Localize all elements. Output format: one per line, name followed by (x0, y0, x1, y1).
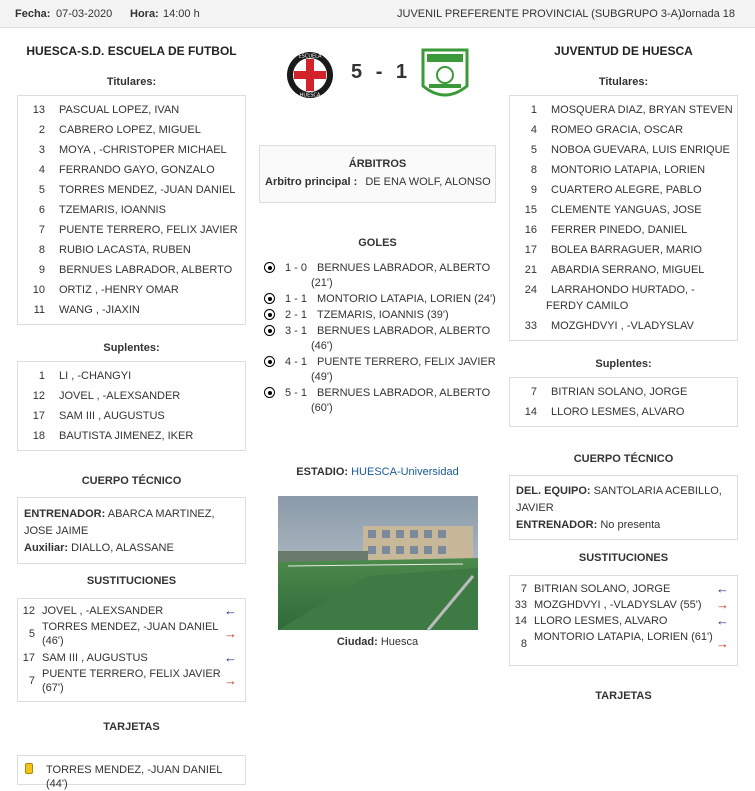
sub-number: 33 (514, 599, 527, 611)
estadio-link[interactable]: HUESCA-Universidad (351, 466, 459, 478)
home-tarjetas-list (17, 755, 246, 790)
player-number: 10 (32, 284, 45, 296)
soccer-ball-icon (264, 387, 275, 398)
goal-row (259, 354, 496, 385)
home-tarjetas-title: TARJETAS (103, 721, 160, 733)
player-name[interactable]: MOYA , -CHRISTOPER MICHAEL (59, 144, 227, 156)
sub-player-name[interactable]: LLORO LESMES, ALVARO (534, 615, 668, 627)
home-sub-row (18, 666, 245, 697)
soccer-ball-icon (264, 293, 275, 304)
goles-title: GOLES (358, 237, 397, 249)
player-name[interactable]: LI , -CHANGYI (59, 370, 132, 382)
player-number: 8 (38, 244, 45, 256)
sub-player-name[interactable]: TORRES MENDEZ, -JUAN DANIEL (46') (42, 621, 219, 647)
sub-out-arrow-icon: → (224, 673, 237, 688)
away-sub-row (510, 629, 737, 660)
goal-minute: (60') (311, 402, 333, 414)
away-team-name: JUVENTUD DE HUESCA (554, 44, 693, 58)
player-number: 2 (38, 124, 45, 136)
player-number: 13 (32, 104, 45, 116)
sub-in-arrow-icon: ← (716, 613, 729, 628)
player-name[interactable]: RUBIO LACASTA, RUBEN (59, 244, 191, 256)
player-name[interactable]: TORRES MENDEZ, -JUAN DANIEL (59, 184, 236, 196)
hora-label: Hora: (130, 8, 159, 20)
home-player-row (18, 220, 245, 240)
soccer-ball-icon (264, 325, 275, 336)
goal-scorer[interactable]: BERNUES LABRADOR, ALBERTO (317, 262, 491, 274)
home-logo-text-top: ESCUELA (298, 53, 322, 60)
home-player-row (18, 280, 245, 300)
player-number: 33 (524, 320, 537, 332)
away-sub-row (510, 613, 737, 629)
home-sub-row (18, 650, 245, 666)
ciudad-value: Huesca (380, 636, 419, 648)
away-player-row (510, 180, 737, 200)
player-number: 11 (33, 304, 45, 316)
home-player-row (18, 260, 245, 280)
player-name[interactable]: CABRERO LOPEZ, MIGUEL (59, 124, 201, 136)
sub-number: 14 (514, 615, 527, 627)
fecha-label: Fecha: (15, 8, 51, 20)
player-number: 5 (530, 144, 537, 156)
away-delegado (516, 483, 731, 517)
goal-score: 5 - 1 (285, 387, 308, 399)
player-name[interactable]: BAUTISTA JIMENEZ, IKER (59, 430, 194, 442)
player-name[interactable]: WANG , -JIAXIN (59, 304, 140, 316)
away-entrenador-label: ENTRENADOR: (516, 519, 598, 531)
competition-name: JUVENIL PREFERENTE PROVINCIAL (SUBGRUPO 3-A) (397, 8, 682, 20)
away-titulares-list (509, 95, 738, 341)
score (351, 61, 407, 84)
goal-scorer[interactable]: MONTORIO LATAPIA, LORIEN (24') (317, 293, 496, 305)
away-sust-title: SUSTITUCIONES (578, 552, 669, 564)
card-player-name[interactable]: TORRES MENDEZ, -JUAN DANIEL (44') (46, 764, 223, 790)
home-team-name: HUESCA-S.D. ESCUELA DE FUTBOL (26, 44, 237, 58)
player-number: 4 (38, 164, 45, 176)
player-number: 15 (524, 204, 537, 216)
sub-player-name[interactable]: PUENTE TERRERO, FELIX JAVIER (67') (42, 668, 221, 694)
goal-minute: (46') (311, 340, 333, 352)
goal-row (259, 307, 496, 323)
goal-row (259, 323, 496, 354)
arbitro-principal-label: Arbitro principal : (265, 176, 358, 188)
home-suplentes-list (17, 361, 246, 451)
home-player-row (18, 386, 245, 406)
home-player-row (18, 140, 245, 160)
player-name[interactable]: PASCUAL LOPEZ, IVAN (59, 104, 180, 116)
away-player-row (510, 100, 737, 120)
away-player-row (510, 402, 737, 422)
away-team-column (509, 28, 738, 702)
score-separator: - (375, 61, 383, 83)
estadio-label: ESTADIO: (296, 466, 349, 478)
home-entrenador-label: ENTRENADOR: (24, 508, 106, 520)
away-cuerpo-box (509, 475, 738, 540)
sub-number: 7 (28, 675, 35, 687)
player-number: 21 (524, 264, 537, 276)
player-number: 4 (530, 124, 537, 136)
away-titulares-title: Titulares: (598, 76, 649, 88)
player-name[interactable]: BERNUES LABRADOR, ALBERTO (59, 264, 233, 276)
goal-score: 2 - 1 (285, 309, 308, 321)
sub-player-name[interactable]: MOZGHDVYI , -VLADYSLAV (55') (534, 599, 702, 611)
player-name[interactable]: FERRANDO GAYO, GONZALO (59, 164, 215, 176)
away-player-row (510, 160, 737, 180)
goal-score: 1 - 0 (285, 262, 308, 274)
player-name[interactable]: BITRIAN SOLANO, JORGE (551, 386, 688, 398)
player-name[interactable]: ROMEO GRACIA, OSCAR (551, 124, 684, 136)
goal-score: 4 - 1 (285, 356, 308, 368)
goal-row (259, 385, 496, 416)
home-player-row (18, 240, 245, 260)
goal-scorer[interactable]: PUENTE TERRERO, FELIX JAVIER (317, 356, 496, 368)
away-player-row (510, 140, 737, 160)
player-number: 6 (38, 204, 45, 216)
away-entrenador (516, 517, 731, 534)
away-score: 1 (395, 61, 408, 83)
away-sub-row (510, 581, 737, 597)
sub-in-arrow-icon: ← (716, 581, 729, 596)
sub-number: 7 (520, 583, 527, 595)
soccer-ball-icon (264, 309, 275, 320)
soccer-ball-icon (264, 262, 275, 273)
goal-score: 3 - 1 (285, 325, 308, 337)
soccer-ball-icon (264, 356, 275, 367)
player-number: 17 (32, 410, 45, 422)
away-player-row (510, 382, 737, 402)
away-delegado-label: DEL. EQUIPO: (516, 485, 591, 497)
player-name[interactable]: ABARDIA SERRANO, MIGUEL (551, 264, 705, 276)
arbitro-principal-value: DE ENA WOLF, ALONSO (365, 176, 491, 188)
away-team-logo (419, 46, 471, 104)
home-suplentes-title: Suplentes: (103, 342, 160, 354)
player-number: 24 (524, 284, 537, 296)
player-name[interactable]: MONTORIO LATAPIA, LORIEN (551, 164, 706, 176)
home-cuerpo-box (17, 497, 246, 564)
player-number: 9 (38, 264, 45, 276)
player-number: 8 (530, 164, 537, 176)
home-entrenador (24, 506, 239, 540)
estadio-line (259, 466, 496, 478)
player-name[interactable]: PUENTE TERRERO, FELIX JAVIER (59, 224, 238, 236)
goal-scorer[interactable]: BERNUES LABRADOR, ALBERTO (317, 387, 491, 399)
arbitro-principal (260, 176, 495, 188)
player-name[interactable]: FERRER PINEDO, DANIEL (551, 224, 688, 236)
home-titulares-title: Titulares: (106, 76, 157, 88)
player-number: 7 (38, 224, 45, 236)
ciudad-line (259, 636, 496, 648)
goal-minute: (21') (311, 277, 333, 289)
home-sust-title: SUSTITUCIONES (86, 575, 177, 587)
player-number: 3 (38, 144, 45, 156)
home-logo-text-bottom: HUESCA (299, 92, 321, 99)
home-player-row (18, 160, 245, 180)
sub-player-name[interactable]: BITRIAN SOLANO, JORGE (534, 583, 671, 595)
away-cuerpo-title: CUERPO TÉCNICO (573, 453, 674, 465)
home-player-row (18, 100, 245, 120)
home-team-logo (286, 51, 334, 99)
sub-player-name[interactable]: JOVEL , -ALEXSANDER (42, 605, 164, 617)
sub-player-name[interactable]: MONTORIO LATAPIA, LORIEN (61') (534, 631, 713, 643)
player-name[interactable]: LARRAHONDO HURTADO, -FERDY CAMILO (546, 284, 695, 312)
home-player-row (18, 180, 245, 200)
home-player-row (18, 300, 245, 320)
sub-out-arrow-icon: → (224, 626, 237, 641)
home-team-column (17, 28, 246, 790)
fecha-value: 07-03-2020 (56, 8, 113, 20)
sub-number: 8 (520, 638, 527, 650)
away-entrenador-value: No presenta (600, 519, 661, 531)
player-number: 17 (524, 244, 537, 256)
player-name[interactable]: CLEMENTE YANGUAS, JOSE (551, 204, 702, 216)
away-player-row (510, 240, 737, 260)
goal-scorer[interactable]: TZEMARIS, IOANNIS (39') (317, 309, 449, 321)
home-player-row (18, 366, 245, 386)
hora-value: 14:00 h (163, 8, 200, 20)
goal-scorer[interactable]: BERNUES LABRADOR, ALBERTO (317, 325, 491, 337)
sub-out-arrow-icon: → (716, 597, 729, 612)
away-player-row (510, 260, 737, 280)
goal-row (259, 291, 496, 307)
away-player-row (510, 316, 737, 336)
goal-row (259, 260, 496, 291)
player-name[interactable]: MOZGHDVYI , -VLADYSLAV (551, 320, 694, 332)
away-sub-row (510, 597, 737, 613)
player-name[interactable]: BOLEA BARRAGUER, MARIO (551, 244, 702, 256)
sub-player-name[interactable]: SAM III , AUGUSTUS (42, 652, 148, 664)
goal-minute: (49') (311, 371, 333, 383)
player-number: 1 (530, 104, 537, 116)
away-tarjetas-title: TARJETAS (595, 690, 652, 702)
match-info-bar (0, 0, 755, 28)
jornada: Jornada 18 (680, 8, 736, 20)
home-sust-list (17, 598, 246, 702)
home-sub-row (18, 619, 245, 650)
away-player-row (510, 200, 737, 220)
arbitros-title: ÁRBITROS (348, 158, 407, 170)
player-name[interactable]: NOBOA GUEVARA, LUIS ENRIQUE (551, 144, 730, 156)
player-name[interactable]: LLORO LESMES, ALVARO (551, 406, 685, 418)
player-name[interactable]: SAM III , AUGUSTUS (59, 410, 165, 422)
home-player-row (18, 120, 245, 140)
away-player-row (510, 280, 737, 316)
match-center-column (259, 28, 496, 648)
player-number: 9 (530, 184, 537, 196)
card-row (18, 762, 245, 790)
sub-number: 12 (22, 605, 35, 617)
player-name[interactable]: MOSQUERA DIAZ, BRYAN STEVEN (551, 104, 733, 116)
home-titulares-list (17, 95, 246, 325)
player-name[interactable]: JOVEL , -ALEXSANDER (59, 390, 181, 402)
player-name[interactable]: CUARTERO ALEGRE, PABLO (551, 184, 702, 196)
sub-number: 17 (22, 652, 35, 664)
player-number: 5 (38, 184, 45, 196)
arbitros-box (259, 145, 496, 203)
stadium-photo (278, 496, 478, 630)
player-number: 7 (530, 386, 537, 398)
away-delegado-value: SANTOLARIA ACEBILLO, JAVIER (516, 485, 722, 514)
away-suplentes-list (509, 377, 738, 427)
sub-number: 5 (28, 628, 35, 640)
away-sust-list (509, 575, 738, 666)
ciudad-label: Ciudad: (336, 636, 378, 648)
scoreboard (259, 46, 496, 126)
home-auxiliar-label: Auxiliar: (24, 542, 69, 554)
goal-score: 1 - 1 (285, 293, 308, 305)
goles-list (259, 260, 496, 416)
sub-in-arrow-icon: ← (224, 650, 237, 665)
player-number: 14 (524, 406, 537, 418)
home-sub-row (18, 603, 245, 619)
home-auxiliar (24, 540, 239, 557)
away-player-row (510, 120, 737, 140)
sub-in-arrow-icon: ← (224, 603, 237, 618)
away-suplentes-title: Suplentes: (595, 358, 652, 370)
home-auxiliar-value: DIALLO, ALASSANE (71, 542, 174, 554)
player-number: 1 (38, 370, 45, 382)
home-score: 5 (351, 61, 363, 83)
home-player-row (18, 200, 245, 220)
player-number: 16 (524, 224, 537, 236)
player-name[interactable]: TZEMARIS, IOANNIS (59, 204, 166, 216)
away-player-row (510, 220, 737, 240)
player-number: 18 (32, 430, 45, 442)
home-player-row (18, 426, 245, 446)
home-entrenador-value: ABARCA MARTINEZ, JOSE JAIME (24, 508, 215, 537)
sub-out-arrow-icon: → (716, 636, 729, 651)
yellow-card-icon (25, 763, 33, 774)
player-name[interactable]: ORTIZ , -HENRY OMAR (59, 284, 179, 296)
player-number: 12 (32, 390, 45, 402)
home-player-row (18, 406, 245, 426)
home-cuerpo-title: CUERPO TÉCNICO (81, 475, 182, 487)
